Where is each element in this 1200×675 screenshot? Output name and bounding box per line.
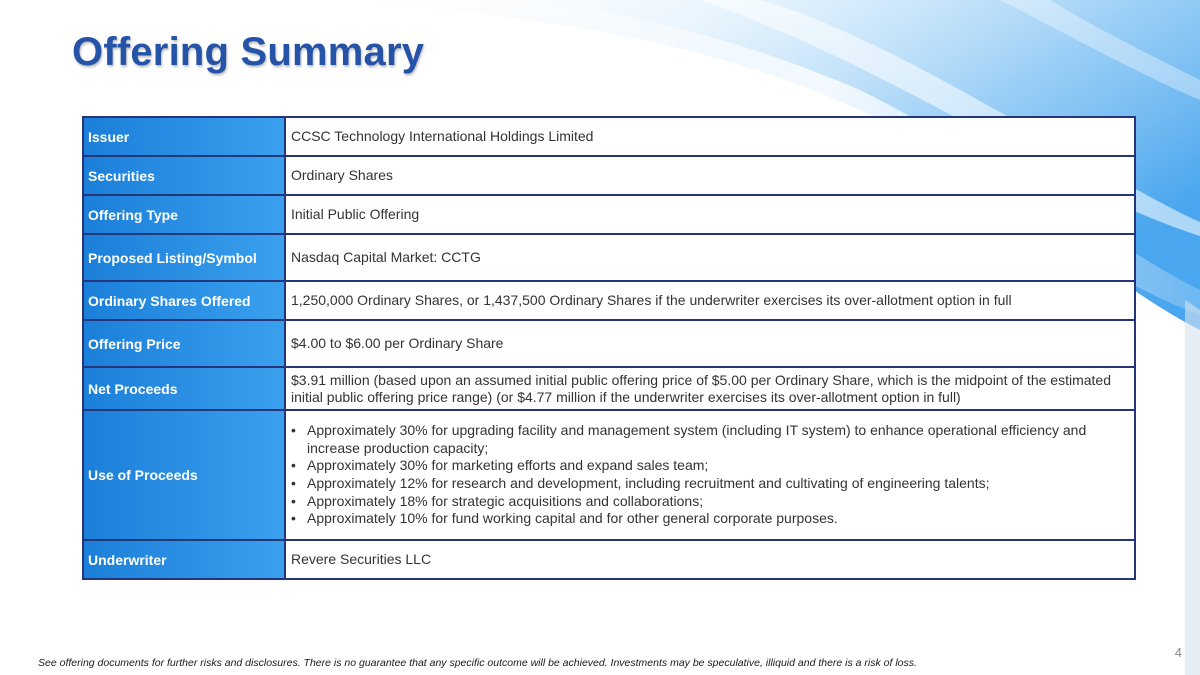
- row-value: 1,250,000 Ordinary Shares, or 1,437,500 Ordinary Shares if the underwriter exercises its over-allotment option in full: [285, 281, 1135, 320]
- row-label: Underwriter: [83, 540, 285, 579]
- page-number: 4: [1174, 645, 1182, 660]
- row-value: CCSC Technology International Holdings Limited: [285, 117, 1135, 156]
- row-value: Revere Securities LLC: [285, 540, 1135, 579]
- row-label: Issuer: [83, 117, 285, 156]
- row-value: $3.91 million (based upon an assumed initial public offering price of $5.00 per Ordinary Share, which is the midpoint of the estimated initial public offering price range) (or $4.77 million if the underwriter exercises its over-allotment option in full): [285, 367, 1135, 410]
- list-item: • Approximately 12% for research and development, including recruitment and cultivating of engineering talents;: [291, 475, 1126, 493]
- row-value: Ordinary Shares: [285, 156, 1135, 195]
- row-value: Nasdaq Capital Market: CCTG: [285, 234, 1135, 281]
- row-value: $4.00 to $6.00 per Ordinary Share: [285, 320, 1135, 367]
- table-row-offering-price: [83, 320, 1135, 367]
- row-label: Offering Price: [83, 320, 285, 367]
- row-label: Proposed Listing/Symbol: [83, 234, 285, 281]
- list-item: • Approximately 30% for upgrading facility and management system (including IT system) to enhance operational efficiency and increase production capacity;: [291, 422, 1126, 457]
- table-row-offering-type: [83, 195, 1135, 234]
- row-label: Securities: [83, 156, 285, 195]
- footer-disclaimer: See offering documents for further risks and disclosures. There is no guarantee that any specific outcome will be achieved. Investments may be speculative, illiquid and there is a risk of loss.: [38, 657, 917, 669]
- use-of-proceeds-list: [291, 422, 1126, 528]
- list-item: • Approximately 18% for strategic acquisitions and collaborations;: [291, 493, 1126, 511]
- list-item: • Approximately 30% for marketing efforts and expand sales team;: [291, 457, 1126, 475]
- list-item: • Approximately 10% for fund working capital and for other general corporate purposes.: [291, 510, 1126, 528]
- row-label: Net Proceeds: [83, 367, 285, 410]
- table-row-underwriter: [83, 540, 1135, 579]
- table-row-net-proceeds: [83, 367, 1135, 410]
- row-label: Use of Proceeds: [83, 410, 285, 540]
- page-title: Offering Summary: [72, 30, 425, 74]
- row-label: Offering Type: [83, 195, 285, 234]
- row-value: [285, 410, 1135, 540]
- table-row-issuer: [83, 117, 1135, 156]
- table-row-securities: [83, 156, 1135, 195]
- table-row-proposed-listing: [83, 234, 1135, 281]
- offering-summary-table: [82, 116, 1136, 580]
- row-value: Initial Public Offering: [285, 195, 1135, 234]
- table-row-shares-offered: [83, 281, 1135, 320]
- row-label: Ordinary Shares Offered: [83, 281, 285, 320]
- table-row-use-of-proceeds: [83, 410, 1135, 540]
